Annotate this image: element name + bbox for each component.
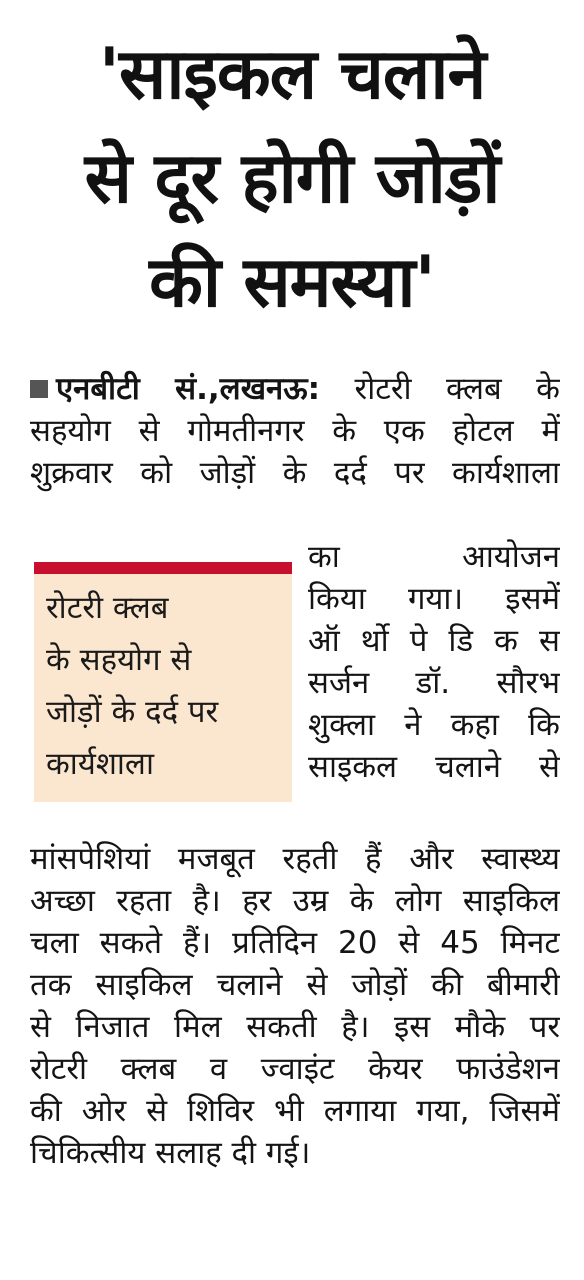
article-line: अच्छा रहता है। हर उम्र के लोग साइकिल xyxy=(30,883,560,919)
article-line: से निजात मिल सकती है। इस मौके पर xyxy=(30,1009,560,1045)
pull-quote-text xyxy=(46,582,286,790)
article-side-column xyxy=(308,536,560,788)
article-line xyxy=(30,368,560,410)
article-line: मांसपेशियां मजबूत रहती हैं और स्वास्थ्य xyxy=(30,841,560,877)
article-line: की ओर से शिविर भी लगाया गया, जिसमें xyxy=(30,1093,560,1129)
headline-line-1: 'साइकल चलाने xyxy=(98,33,486,115)
headline-line-3: की समस्या' xyxy=(149,241,435,323)
article-line: शुक्रवार को जोड़ों के दर्द पर कार्यशाला xyxy=(30,455,560,491)
pull-quote-line: जोड़ों के दर्द पर xyxy=(46,694,219,730)
article-line-text: रोटरी क्लब के xyxy=(354,371,560,407)
pull-quote-line: रोटरी क्लब xyxy=(46,590,169,626)
article-line: किया गया। इसमें xyxy=(308,581,560,617)
article-line: चला सकते हैं। प्रतिदिन 20 से 45 मिनट xyxy=(30,925,560,961)
article-line: चिकित्सीय सलाह दी गई। xyxy=(30,1135,311,1171)
pull-quote-accent-bar xyxy=(34,562,292,574)
pull-quote-line: के सहयोग से xyxy=(46,642,192,678)
pull-quote-box xyxy=(34,562,292,802)
article-intro xyxy=(30,368,560,494)
byline: एनबीटी सं.,लखनऊ: xyxy=(56,371,320,407)
article-line: सहयोग से गोमतीनगर के एक होटल में xyxy=(30,413,560,449)
article-line: शुक्ला ने कहा कि xyxy=(308,707,560,743)
article-line: तक साइकिल चलाने से जोड़ों की बीमारी xyxy=(30,967,560,1003)
article-line: सर्जन डॉ. सौरभ xyxy=(308,665,560,701)
article-line: साइकल चलाने से xyxy=(308,749,560,785)
article-line: का आयोजन xyxy=(308,539,560,575)
article-body xyxy=(30,838,560,1174)
headline-line-2: से दूर होगी जोड़ों xyxy=(84,137,500,219)
pull-quote-line: कार्यशाला xyxy=(46,746,154,782)
article-line: रोटरी क्लब व ज्वाइंट केयर फाउंडेशन xyxy=(30,1051,560,1087)
byline-square-icon xyxy=(30,380,48,398)
article-line: ऑ र्थो पे डि क स xyxy=(308,623,560,659)
headline xyxy=(0,22,584,334)
